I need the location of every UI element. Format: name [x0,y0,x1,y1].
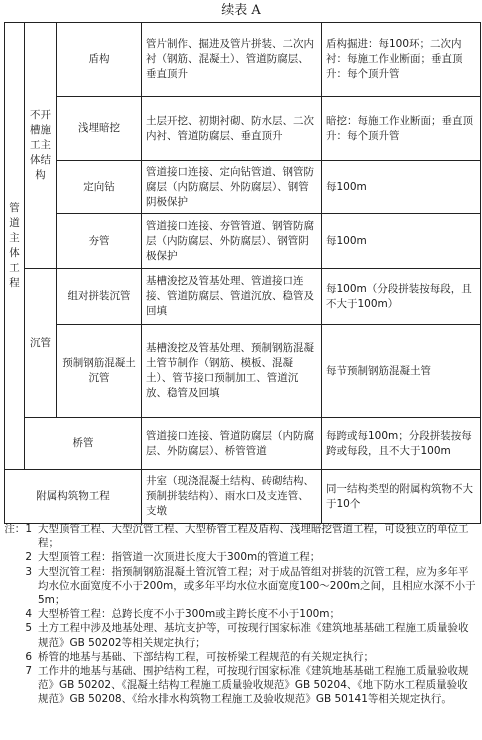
row-unit: 盾构掘进：每100环；二次内衬：每施工作业断面；垂直顶升：每个顶升管 [322,23,481,97]
note-number: 6 [25,650,32,663]
subgroup-sinking-cell: 沉管 [25,269,57,418]
row-content: 土层开挖、初期衬砌、防水层、二次内衬、管道防腐层、垂直顶升 [142,97,322,161]
note-item [4,650,478,664]
note-number: 3 [25,565,32,578]
row-unit: 每100m（分段拼装按每段，且不大于100m） [322,269,481,325]
note-number: 4 [25,608,32,621]
row-name: 桥管 [25,418,142,470]
table-row [5,214,481,269]
row-unit: 每跨或每100m；分段拼装按每跨或每段，且不大于100m [322,418,481,470]
row-unit: 每节预制钢筋混凝土管 [322,325,481,418]
row-content: 基槽浚挖及管基处理、预制钢筋混凝土管节制作（钢筋、模板、混凝土）、管节接口预制加工、管道沉放、稳管及回填 [142,325,322,418]
table-row [5,23,481,97]
note-text: 桥管的地基与基础、下部结构工程，可按桥梁工程规范的有关规定执行； [38,650,374,663]
note-number: 注：1 [4,523,32,535]
row-unit: 暗挖：每施工作业断面；垂直顶升：每个顶升管 [322,97,481,161]
row-content: 管道接口连接、定向钻管道、钢管防腐层（内防腐层、外防腐层）、钢管阴极保护 [142,161,322,214]
subgroup-trenchless-cell: 不开槽施工主体结构 [25,23,57,269]
division-table [4,22,481,524]
table-title: 续表 A [221,3,261,18]
note-text: 大型沉管工程：指预制钢筋混凝土管沉管工程；对于成品管组对拼装的沉管工程，应为多年平均水位水面宽度不小于200m，或多年平均水位水面宽度100～200m之间，且相应水深不小于5m； [38,565,476,607]
note-number: 7 [25,665,32,678]
note-number: 2 [25,551,32,564]
row-name: 组对拼装沉管 [57,269,142,325]
note-item [4,621,478,649]
row-name: 预制钢筋混凝土沉管 [57,325,142,418]
row-content: 管片制作、掘进及管片拼装、二次内衬（钢筋、混凝土）、管道防腐层、垂直顶升 [142,23,322,97]
row-unit: 同一结构类型的附属构筑物不大于10个 [322,470,481,524]
note-text: 工作井的地基与基础、围护结构工程，可按现行国家标准《建筑地基基础工程施工质量验收规范》GB 50202、《混凝土结构工程施工质量验收规范》GB 50204、《地下防水工程质量验收规范》GB 50208、《给水排水构筑物工程施工及验收规范》GB 50141等相关规定执行。 [38,665,469,706]
row-content: 基槽浚挖及管基处理、管道接口连接、管道防腐层、管道沉放、稳管及回填 [142,269,322,325]
row-content: 管道接口连接、夯管管道、钢管防腐层（内防腐层、外防腐层）、钢管阴极保护 [142,214,322,269]
table-row [5,418,481,470]
note-item [4,565,478,608]
table-row [5,269,481,325]
table-row [5,97,481,161]
row-content: 井室（现浇混凝土结构、砖砌结构、预制拼装结构）、雨水口及支连管、支墩 [142,470,322,524]
note-text: 大型顶管工程：指管道一次顶进长度大于300m的管道工程； [38,551,321,564]
note-item [4,607,478,621]
table-container [4,22,480,524]
note-item [4,522,478,550]
row-unit: 每100m [322,214,481,269]
row-name: 定向钻 [57,161,142,214]
note-item [4,664,478,707]
row-name: 浅埋暗挖 [57,97,142,161]
row-name: 夯管 [57,214,142,269]
table-row [5,161,481,214]
note-item [4,550,478,564]
note-number: 5 [25,622,32,635]
row-content: 管道接口连接、管道防腐层（内防腐层、外防腐层）、桥管管道 [142,418,322,470]
row-unit: 每100m [322,161,481,214]
note-text: 大型顶管工程、大型沉管工程、大型桥管工程及盾构、浅埋暗挖管道工程，可设独立的单位工程； [38,523,469,550]
group-main-cell: 管道主体工程 [5,23,25,470]
table-row [5,325,481,418]
row-name: 附属构筑物工程 [5,470,142,524]
notes-section [4,522,478,707]
notes-label: 注： [4,523,26,535]
row-name: 盾构 [57,23,142,97]
note-text: 大型桥管工程：总跨长度不小于300m或主跨长度不小于100m； [38,608,341,621]
note-text: 土方工程中涉及地基处理、基坑支护等，可按现行国家标准《建筑地基基础工程施工质量验收规范》GB 50202等相关规定执行； [38,622,469,649]
table-row [5,470,481,524]
